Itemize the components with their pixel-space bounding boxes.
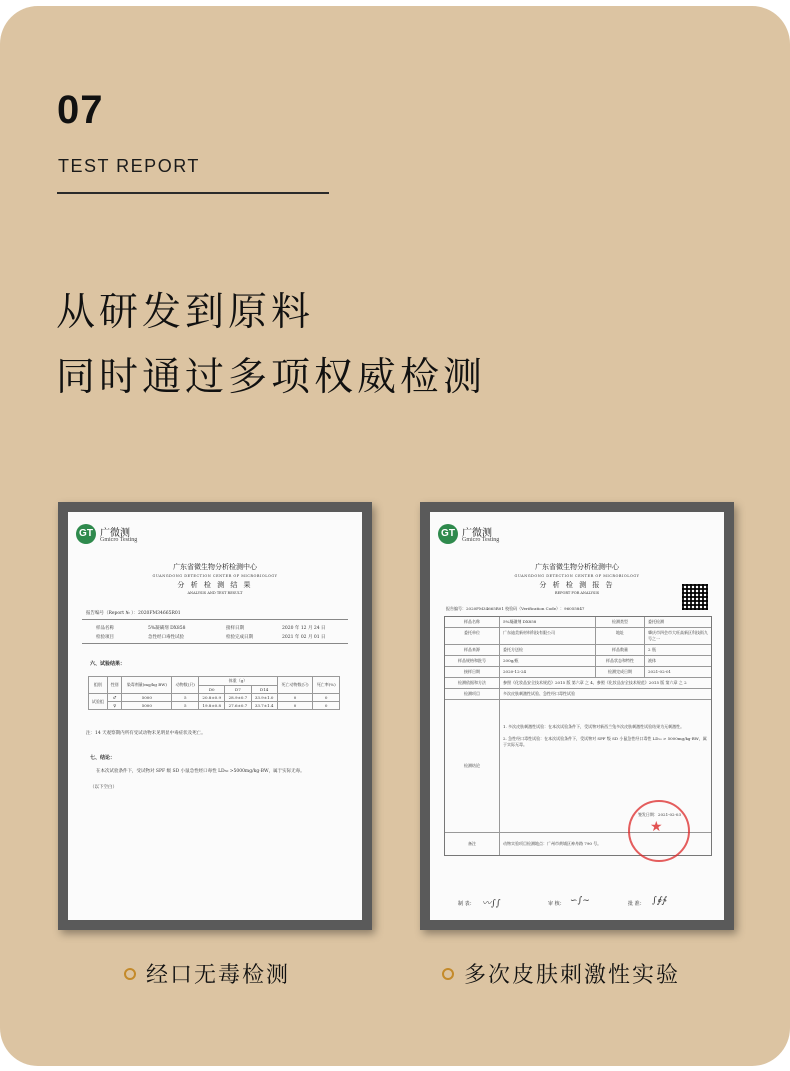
cell: 28.9±0.7 <box>225 694 251 702</box>
field-label: 检测项目 <box>445 689 500 699</box>
field-label: 检测结论 <box>445 700 500 832</box>
field-label: 委托单位 <box>445 628 500 644</box>
receive-date-label: 接样日期 <box>226 626 244 631</box>
cell: 33.7±1.4 <box>251 702 277 710</box>
field-label: 样品数量 <box>596 645 645 655</box>
field-label: 接样日期 <box>445 667 500 677</box>
official-seal-icon <box>628 800 690 862</box>
field-label: 检测类型 <box>596 617 645 627</box>
cell: 5 <box>172 702 199 710</box>
document-title-en: ANALYSIS AND TEST RESULT <box>187 591 243 595</box>
rule <box>82 643 348 644</box>
grid-row <box>445 656 711 667</box>
group-cell: 试验组 <box>89 694 108 710</box>
cell: ♂ <box>107 694 121 702</box>
caption-left-text: 经口无毒检测 <box>146 963 291 988</box>
cell: 33.9±1.0 <box>251 694 277 702</box>
th-group: 组别 <box>89 677 108 694</box>
th-sex: 性别 <box>107 677 121 694</box>
th-dose: 染毒剂量(mg/kg BW) <box>122 677 172 694</box>
item-label: 检验项目 <box>96 635 114 640</box>
section-seven-title: 七、结论： <box>90 755 116 761</box>
org-name-en: GUANGDONG DETECTION CENTER OF MICROBIOLOGY <box>514 574 640 578</box>
brand-name-en: Gmicro Testing <box>462 537 500 543</box>
field-label: 样品状态和特性 <box>596 656 645 666</box>
gmicro-logo: GT <box>438 524 458 544</box>
verifier-label: 审 核： <box>548 901 565 907</box>
field-label: 备注 <box>445 833 500 855</box>
approver-label: 批 准： <box>628 901 645 907</box>
cell: 5000 <box>122 694 172 702</box>
field-label: 检测完成日期 <box>596 667 645 677</box>
field-label: 地址 <box>596 628 645 644</box>
conclusion-text: 在本次试验条件下，受试物对 SPF 级 SD 小鼠急性经口毒性 LD₅₀ >5000mg/kg·BW，属于实际无毒。 <box>96 769 305 774</box>
certificate-paper <box>430 512 724 920</box>
field-value: 5%凝磺剂 DX858 <box>500 617 596 627</box>
report-number: 报告编号：2020FM34665R01 校验码（Verification Code）：96055847 <box>446 606 585 611</box>
section-subtitle: TEST REPORT <box>58 156 200 176</box>
certificate-frame-skin-irritation <box>420 502 734 930</box>
field-value: 参照《化妆品安全技术规范》2015 版 第六章 之 4、参照《化妆品安全技术规范》2015 版 第六章 之 2 <box>503 680 687 685</box>
cell: ♀ <box>107 702 121 710</box>
receive-date-value: 2020 年 12 月 24 日 <box>282 626 326 631</box>
cell: 20.8±0.9 <box>199 694 225 702</box>
field-label: 样品来源 <box>445 645 500 655</box>
field-value: 2021-02-01 <box>648 669 672 674</box>
table-row <box>89 702 340 710</box>
field-value: 广东迪美新材料科技有限公司 <box>500 628 596 644</box>
field-label: 检测依据和方法 <box>445 678 500 688</box>
page-card <box>0 6 790 1066</box>
report-number: 报告编号（Report № ）：2020FM34665R01 <box>86 611 181 616</box>
caption-right-text: 多次皮肤刺激性实验 <box>464 963 681 988</box>
bullet-icon <box>442 968 454 980</box>
grid-row <box>445 617 711 628</box>
table-note: 注：14 天观察期内所有受试动物未见明显中毒症状及死亡。 <box>86 731 206 736</box>
result-table <box>88 676 340 710</box>
field-value: 2020-12-24 <box>500 667 596 677</box>
editor-signature: 〰∫∫ <box>482 899 501 909</box>
grid-row <box>445 628 711 645</box>
approver-signature: ∫∮∱ <box>652 896 667 906</box>
sample-label: 样品名称 <box>96 626 114 631</box>
rule <box>82 619 348 620</box>
field-value: 多次皮肤刺激性试验、急性经口毒性试验 <box>503 691 575 696</box>
field-value: 委托方送检 <box>500 645 596 655</box>
document-title: 分 析 检 测 报 告 <box>539 581 615 589</box>
field-value: 肇庆市四会市大旺高新区科技街九号之一 <box>648 630 708 641</box>
org-name: 广东省微生物分析检测中心 <box>535 563 619 571</box>
org-name-en: GUANGDONG DETECTION CENTER OF MICROBIOLOGY <box>152 574 278 578</box>
qr-code-icon <box>682 584 708 610</box>
field-value: 200g/瓶 <box>500 656 596 666</box>
complete-date-value: 2021 年 02 月 01 日 <box>282 635 326 640</box>
field-value: 液体 <box>648 658 656 663</box>
brand-name: 广微测 <box>462 528 492 539</box>
divider <box>57 192 329 194</box>
table-row <box>89 694 340 702</box>
th-d14: D14 <box>251 686 277 694</box>
gmicro-logo: GT <box>76 524 96 544</box>
document-title-en: REPORT FOR ANALYSIS <box>554 591 600 595</box>
cell: 0 <box>313 702 340 710</box>
caption-left <box>124 958 290 989</box>
th-d0: D0 <box>199 686 225 694</box>
complete-date-label: 检验完成日期 <box>226 635 253 640</box>
cell: 0 <box>313 694 340 702</box>
blank-below: （以下空白） <box>90 785 117 790</box>
sign-date: 签发日期：2021-02-03 <box>637 812 681 817</box>
section-six-title: 六、试验结果： <box>90 661 126 667</box>
cell: 5 <box>172 694 199 702</box>
th-weight: 体重（g） <box>199 677 278 686</box>
certificate-frame-oral-toxicity <box>58 502 372 930</box>
brand-name-en: Gmicro Testing <box>100 537 138 543</box>
org-name: 广东省微生物分析检测中心 <box>173 563 257 571</box>
certificate-paper <box>68 512 362 920</box>
field-label: 样品名称 <box>445 617 500 627</box>
editor-label: 制 表： <box>458 901 475 907</box>
brand-name: 广微测 <box>100 528 130 539</box>
headline-line-2: 同时通过多项权威检测 <box>56 355 487 400</box>
verifier-signature: ∽∫∼ <box>570 896 590 906</box>
conclusion-1: 1. 多次皮肤刺激性试验：在本次试验条件下，受试物对新西兰兔多次皮肤刺激性试验结果为无刺激性。 <box>503 724 685 729</box>
field-label: 样品规格和批号 <box>445 656 500 666</box>
item-value: 急性经口毒性试验 <box>148 635 184 640</box>
conclusion-2: 2. 急性经口毒性试验：在本次试验条件下，受试物对 SPF 级 SD 小鼠急性经口毒性 LD₅₀ > 5000mg/kg·BW，属于实际无毒。 <box>503 736 707 747</box>
bullet-icon <box>124 968 136 980</box>
section-number: 07 <box>57 88 104 132</box>
headline-line-1: 从研发到原料 <box>56 290 315 335</box>
cell: 0 <box>277 702 313 710</box>
grid-row <box>445 678 711 689</box>
th-rate: 死亡率(%) <box>313 677 340 694</box>
sample-value: 5%凝磺剂 DX858 <box>148 626 186 631</box>
cell: 5000 <box>122 702 172 710</box>
grid-row <box>445 667 711 678</box>
document-title: 分 析 检 测 结 果 <box>177 581 253 589</box>
field-value: 2 瓶 <box>648 647 656 652</box>
cell: 0 <box>277 694 313 702</box>
cell: 19.8±0.8 <box>199 702 225 710</box>
field-value: 委托检测 <box>648 619 664 624</box>
th-d7: D7 <box>225 686 251 694</box>
caption-right <box>442 958 680 989</box>
field-value: 动物实验项目检测地点：广州市黄埔区神舟路 790 号。 <box>503 841 602 846</box>
grid-row <box>445 645 711 656</box>
cell: 27.6±0.7 <box>225 702 251 710</box>
grid-row <box>445 689 711 700</box>
th-animals: 动物数(只) <box>172 677 199 694</box>
th-deaths: 死亡动物数(只) <box>277 677 313 694</box>
